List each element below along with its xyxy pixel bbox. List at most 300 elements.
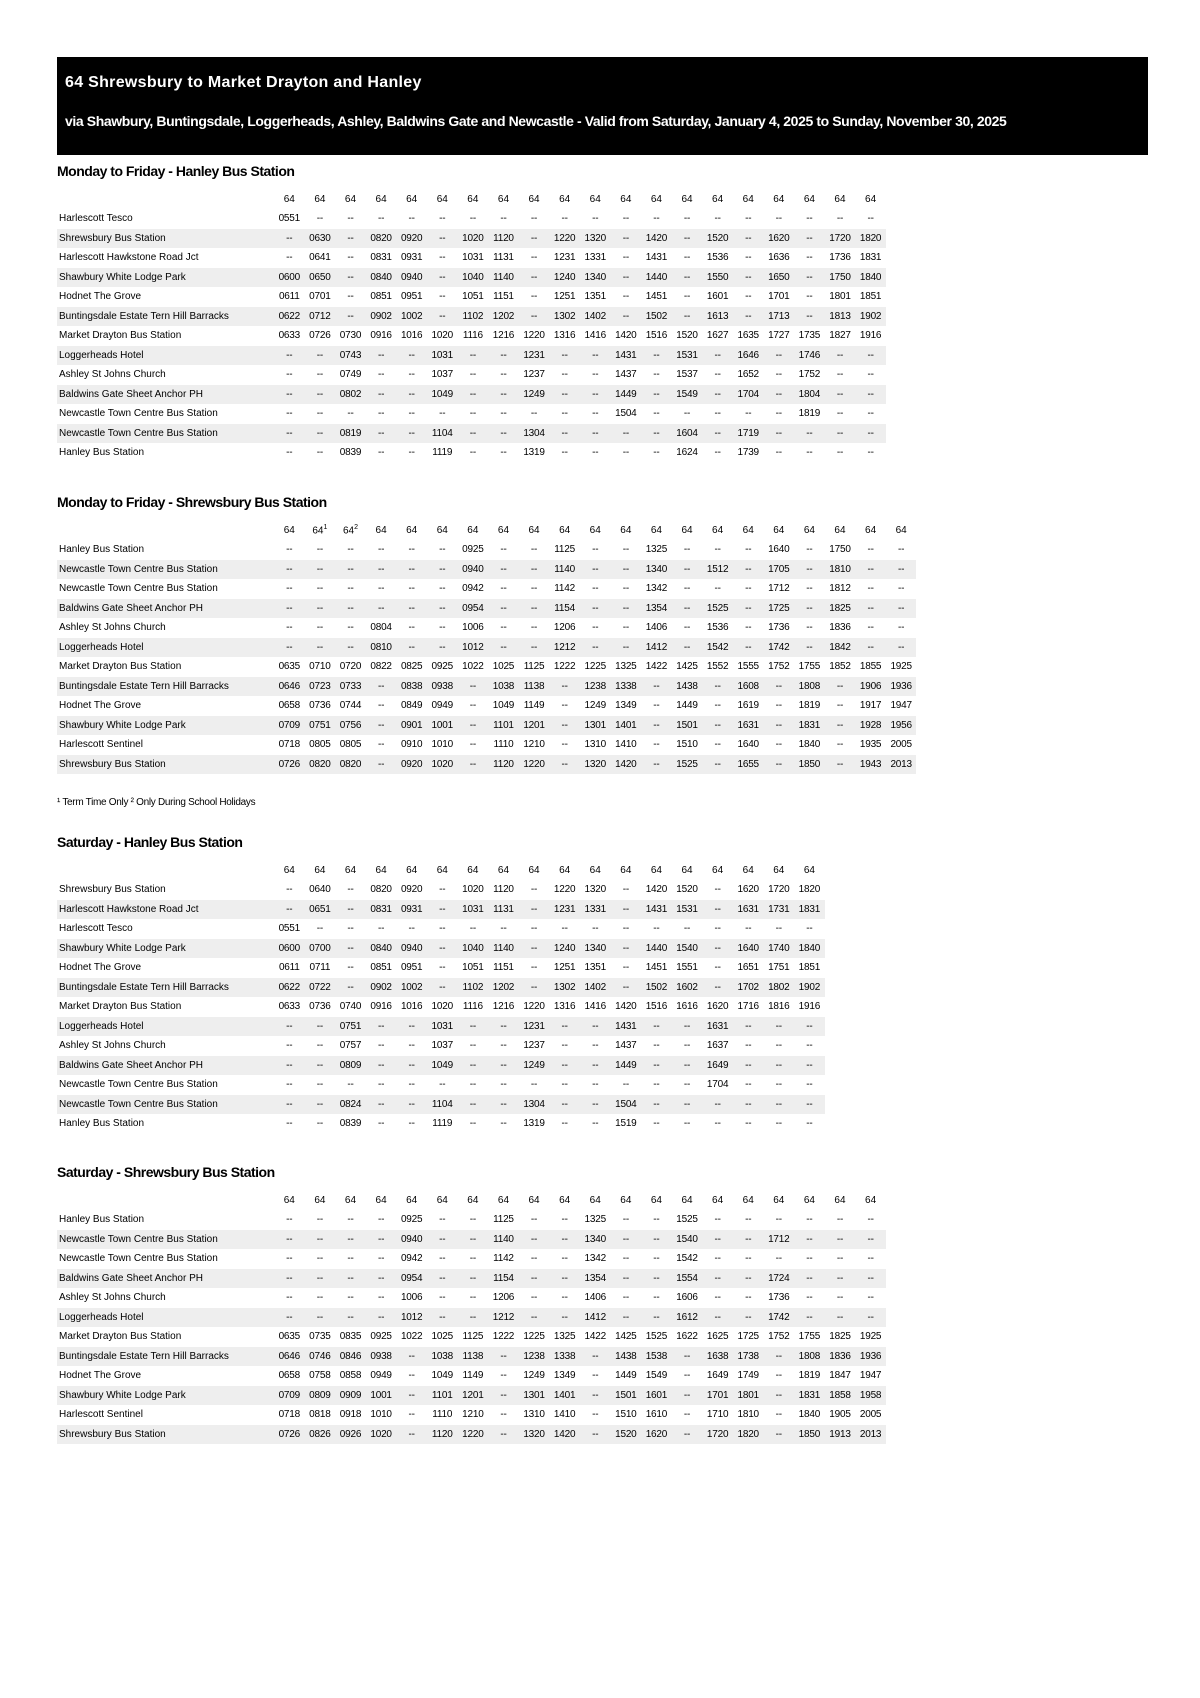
departure-time: 0954 — [396, 1269, 427, 1289]
departure-time: 1842 — [825, 638, 856, 658]
departure-time: 1604 — [672, 424, 703, 444]
departure-time: -- — [806, 583, 813, 595]
departure-time: 0641 — [309, 252, 331, 264]
departure-time: 1231 — [519, 1017, 550, 1037]
departure-time: -- — [714, 1118, 721, 1130]
table-row — [57, 599, 916, 619]
departure-time: 1525 — [676, 1214, 698, 1226]
departure-time: -- — [641, 1017, 672, 1037]
departure-time: 1606 — [676, 1292, 698, 1304]
departure-time: 1637 — [706, 1040, 729, 1052]
departure-time: 1831 — [794, 716, 825, 736]
service-header-row — [57, 1191, 886, 1210]
departure-time: -- — [347, 544, 354, 556]
departure-time: -- — [794, 1230, 825, 1250]
timetable-table — [57, 190, 886, 463]
table-row — [57, 268, 886, 288]
departure-time: -- — [500, 447, 507, 459]
departure-time: -- — [561, 700, 568, 712]
departure-time: -- — [683, 544, 691, 556]
stop-name: Loggerheads Hotel — [57, 638, 274, 658]
departure-time: 1302 — [549, 307, 580, 327]
departure-time: -- — [469, 1040, 476, 1052]
departure-time: -- — [439, 213, 446, 225]
departure-time: -- — [611, 900, 642, 920]
departure-time: 0718 — [278, 1409, 301, 1421]
departure-time: 0818 — [309, 1409, 331, 1421]
departure-time: 1420 — [645, 884, 668, 896]
departure-time: 1420 — [611, 755, 642, 775]
departure-time: 1110 — [432, 1409, 453, 1421]
departure-time: 1049 — [427, 1056, 458, 1076]
departure-time: 1410 — [553, 1409, 576, 1421]
departure-time: -- — [611, 229, 642, 249]
service-number: 64 — [436, 194, 448, 205]
departure-time: -- — [592, 544, 599, 556]
departure-time: 1020 — [431, 1001, 453, 1013]
departure-time: 2013 — [886, 755, 917, 775]
departure-time: 0720 — [339, 661, 362, 673]
departure-time: -- — [469, 923, 476, 935]
departure-time: 1538 — [641, 1347, 672, 1367]
departure-time: -- — [286, 369, 293, 381]
table-row — [57, 579, 916, 599]
departure-time: -- — [702, 978, 733, 998]
departure-time: 0611 — [278, 291, 300, 303]
departure-time: 1725 — [737, 1331, 759, 1343]
service-number: 64 — [712, 865, 724, 876]
departure-time: 1237 — [523, 1040, 545, 1052]
departure-time: -- — [836, 213, 844, 225]
departure-time: -- — [274, 346, 305, 366]
departure-time: -- — [825, 424, 856, 444]
table-row — [57, 1308, 886, 1328]
departure-time: -- — [592, 213, 599, 225]
departure-time: -- — [396, 1425, 427, 1445]
departure-time: 0700 — [305, 939, 336, 959]
departure-time: -- — [366, 1056, 397, 1076]
departure-time: 1201 — [458, 1386, 489, 1406]
departure-time: 1040 — [458, 268, 489, 288]
departure-time: -- — [366, 1095, 397, 1115]
departure-time: -- — [825, 346, 856, 366]
departure-time: -- — [622, 923, 629, 935]
table-row — [57, 404, 886, 424]
departure-time: -- — [500, 1079, 507, 1091]
departure-time: -- — [592, 1079, 599, 1091]
departure-time: 1752 — [798, 369, 821, 381]
departure-time: 1416 — [584, 1001, 606, 1013]
service-number: 64 — [834, 194, 846, 205]
departure-time: 0820 — [305, 755, 336, 775]
service-number: 64 — [344, 1195, 357, 1206]
service-number: 64 — [681, 525, 693, 536]
departure-time: -- — [806, 622, 813, 634]
departure-time: -- — [611, 939, 642, 959]
departure-time: -- — [622, 1253, 629, 1265]
departure-time: 1012 — [458, 638, 489, 658]
departure-time: -- — [825, 385, 856, 405]
departure-time: 1331 — [580, 900, 611, 920]
departure-time: -- — [867, 583, 874, 595]
departure-time: -- — [898, 622, 905, 634]
departure-time: -- — [561, 1292, 568, 1304]
departure-time: -- — [683, 213, 691, 225]
departure-time: 1220 — [523, 1001, 545, 1013]
departure-time: -- — [519, 1269, 550, 1289]
departure-time: 1905 — [829, 1409, 851, 1421]
departure-time: -- — [427, 307, 458, 327]
departure-time: -- — [641, 677, 672, 697]
departure-time: -- — [733, 1056, 764, 1076]
departure-time: -- — [408, 583, 415, 595]
departure-time: 0940 — [458, 560, 489, 580]
departure-time: 0940 — [396, 1230, 427, 1250]
service-number: 64 — [620, 865, 632, 876]
departure-time: 1149 — [523, 700, 545, 712]
departure-time: 0749 — [339, 369, 362, 381]
departure-time: 0849 — [400, 700, 423, 712]
departure-time: -- — [335, 599, 366, 619]
section-title: Saturday - Hanley Bus Station — [57, 834, 243, 850]
departure-time: -- — [745, 291, 752, 303]
departure-time: 1206 — [492, 1292, 515, 1304]
departure-time: 1928 — [855, 716, 886, 736]
table-row — [57, 1425, 886, 1445]
departure-time: -- — [469, 447, 476, 459]
departure-time: -- — [427, 978, 458, 998]
departure-time: -- — [286, 1292, 293, 1304]
departure-time: 1646 — [733, 346, 764, 366]
departure-time: -- — [396, 424, 427, 444]
departure-time: -- — [825, 716, 856, 736]
service-number: 64 — [467, 525, 479, 536]
departure-time: -- — [286, 1079, 293, 1091]
service-number: 64 — [375, 865, 387, 876]
service-number: 64 — [406, 865, 418, 876]
departure-time: -- — [366, 677, 397, 697]
departure-time: -- — [580, 346, 611, 366]
departure-time: -- — [335, 1269, 366, 1289]
departure-time: -- — [775, 1409, 782, 1421]
departure-time: 0802 — [335, 385, 366, 405]
table-row — [57, 1114, 825, 1134]
departure-time: -- — [561, 1079, 568, 1091]
departure-time: -- — [347, 884, 354, 896]
departure-time: 0819 — [335, 424, 366, 444]
departure-time: 1719 — [733, 424, 764, 444]
departure-time: 1531 — [672, 900, 703, 920]
table-row — [57, 657, 916, 677]
departure-time: 1916 — [798, 1001, 821, 1013]
departure-time: -- — [806, 1118, 813, 1130]
departure-time: -- — [745, 1040, 752, 1052]
departure-time: 1431 — [611, 346, 642, 366]
departure-time: -- — [702, 716, 733, 736]
departure-time: -- — [335, 900, 366, 920]
departure-time: 1120 — [427, 1425, 458, 1445]
service-number: 64 — [528, 194, 540, 205]
departure-time: -- — [622, 213, 629, 225]
departure-time: -- — [622, 1079, 629, 1091]
departure-time: 1401 — [611, 716, 642, 736]
departure-time: -- — [611, 1230, 642, 1250]
departure-time: 1619 — [737, 700, 759, 712]
departure-time: -- — [396, 1017, 427, 1037]
departure-time: -- — [305, 638, 336, 658]
service-header-row — [57, 521, 916, 540]
departure-time: 1655 — [733, 755, 764, 775]
departure-time: -- — [316, 1214, 324, 1226]
departure-time: 1705 — [764, 560, 795, 580]
departure-time: -- — [611, 1308, 642, 1328]
departure-time: -- — [653, 213, 660, 225]
departure-time: -- — [745, 213, 752, 225]
departure-time: 1501 — [611, 1386, 642, 1406]
departure-time: 1206 — [553, 622, 576, 634]
departure-time: -- — [592, 408, 599, 420]
departure-time: -- — [672, 560, 703, 580]
departure-time: 1501 — [672, 716, 703, 736]
departure-time: 1750 — [829, 544, 851, 556]
departure-time: 0926 — [335, 1425, 366, 1445]
departure-time: -- — [855, 1269, 886, 1289]
departure-time: -- — [622, 252, 629, 264]
departure-time: 1249 — [519, 385, 550, 405]
departure-time: -- — [641, 385, 672, 405]
departure-time: -- — [561, 1253, 568, 1265]
departure-time: -- — [622, 291, 629, 303]
departure-time: -- — [867, 544, 874, 556]
departure-time: -- — [580, 1017, 611, 1037]
departure-time: -- — [714, 1292, 721, 1304]
departure-time: 0846 — [335, 1347, 366, 1367]
departure-time: 1552 — [706, 661, 729, 673]
departure-time: -- — [286, 408, 293, 420]
departure-time: 2013 — [855, 1425, 886, 1445]
stop-name: Newcastle Town Centre Bus Station — [59, 408, 218, 420]
departure-time: -- — [836, 408, 844, 420]
departure-time: 0651 — [305, 900, 336, 920]
departure-time: -- — [366, 346, 397, 366]
departure-time: -- — [335, 1230, 366, 1250]
departure-time: -- — [335, 1308, 366, 1328]
departure-time: 1652 — [737, 369, 759, 381]
departure-time: 1649 — [702, 1056, 733, 1076]
departure-time: 1340 — [580, 1230, 611, 1250]
departure-time: -- — [366, 716, 397, 736]
departure-time: -- — [274, 1230, 305, 1250]
departure-time: -- — [286, 447, 293, 459]
departure-time: -- — [714, 962, 721, 974]
departure-time: 1420 — [549, 1425, 580, 1445]
departure-time: -- — [316, 1040, 324, 1052]
departure-time: -- — [530, 622, 538, 634]
departure-time: -- — [530, 544, 538, 556]
departure-time: -- — [469, 739, 476, 751]
departure-time: 1425 — [676, 661, 698, 673]
service-number: 64 — [773, 525, 785, 536]
stop-name: Harlescott Tesco — [59, 923, 133, 935]
table-row — [57, 735, 916, 755]
departure-time: 1516 — [645, 1001, 668, 1013]
departure-time: -- — [549, 346, 580, 366]
departure-time: 1125 — [554, 544, 575, 556]
departure-time: 1220 — [549, 229, 580, 249]
departure-time: 0822 — [370, 661, 392, 673]
stop-name: Harlescott Hawkstone Road Jct — [57, 900, 274, 920]
departure-time: 0633 — [278, 330, 301, 342]
table-row — [57, 229, 886, 249]
departure-time: 1102 — [458, 978, 489, 998]
departure-time: -- — [733, 1095, 764, 1115]
timetable-section-saturday-shrewsbury — [57, 1162, 886, 1444]
stop-name: Buntingsdale Estate Tern Hill Barracks — [57, 677, 274, 697]
departure-time: -- — [806, 1079, 813, 1091]
departure-time: 0740 — [339, 1001, 362, 1013]
departure-time: 1302 — [549, 978, 580, 998]
departure-time: -- — [592, 447, 599, 459]
table-row — [57, 958, 825, 978]
departure-time: 1316 — [553, 1001, 576, 1013]
departure-time: -- — [714, 408, 721, 420]
departure-time: 1712 — [768, 583, 790, 595]
departure-time: -- — [469, 1292, 476, 1304]
departure-time: -- — [274, 1017, 305, 1037]
departure-time: -- — [641, 1056, 672, 1076]
table-row — [57, 997, 825, 1017]
service-number: 64 — [895, 525, 907, 536]
departure-time: -- — [347, 622, 354, 634]
departure-time: 1554 — [672, 1269, 703, 1289]
departure-time: -- — [316, 447, 324, 459]
departure-time: 0746 — [305, 1347, 336, 1367]
section-title: Saturday - Shrewsbury Bus Station — [57, 1164, 275, 1180]
departure-time: -- — [580, 1056, 611, 1076]
stop-name: Hanley Bus Station — [59, 1118, 145, 1130]
departure-time: 1749 — [737, 1370, 759, 1382]
departure-time: -- — [427, 1269, 458, 1289]
departure-time: 1858 — [825, 1386, 856, 1406]
departure-time: -- — [286, 1040, 293, 1052]
departure-time: -- — [806, 252, 813, 264]
departure-time: -- — [561, 923, 568, 935]
departure-time: -- — [745, 1292, 752, 1304]
departure-time: 0736 — [309, 1001, 331, 1013]
departure-time: 1220 — [519, 755, 550, 775]
departure-time: 1049 — [427, 385, 458, 405]
table-row — [57, 424, 886, 444]
departure-time: 1325 — [584, 1214, 606, 1226]
departure-time: 0835 — [339, 1331, 362, 1343]
departure-time: 1801 — [733, 1386, 764, 1406]
departure-time: -- — [886, 599, 917, 619]
stop-name: Newcastle Town Centre Bus Station — [57, 560, 274, 580]
service-footnote-mark: 2 — [354, 524, 358, 532]
departure-time: -- — [366, 755, 397, 775]
departure-time: 1210 — [462, 1409, 484, 1421]
departure-time: -- — [683, 291, 691, 303]
departure-time: -- — [549, 755, 580, 775]
service-number: 64 — [283, 865, 295, 876]
stop-name: Harlescott Sentinel — [59, 739, 143, 751]
departure-time: 0902 — [366, 307, 397, 327]
departure-time: -- — [335, 307, 366, 327]
departure-time: 1602 — [672, 978, 703, 998]
departure-time: -- — [653, 1253, 660, 1265]
departure-time: 1601 — [706, 291, 729, 303]
departure-time: -- — [653, 408, 660, 420]
departure-time: 0611 — [278, 962, 300, 974]
departure-time: -- — [641, 424, 672, 444]
departure-time: -- — [764, 1386, 795, 1406]
service-number: 64 — [742, 194, 754, 205]
departure-time: 1813 — [825, 307, 856, 327]
stop-name: Buntingsdale Estate Tern Hill Barracks — [57, 307, 274, 327]
departure-time: -- — [855, 638, 886, 658]
departure-time: -- — [366, 424, 397, 444]
departure-time: 0931 — [396, 900, 427, 920]
departure-time: -- — [427, 1230, 458, 1250]
departure-time: 0938 — [366, 1347, 397, 1367]
departure-time: 1608 — [733, 677, 764, 697]
departure-time: -- — [519, 229, 550, 249]
departure-time: 1238 — [580, 677, 611, 697]
departure-time: -- — [305, 560, 336, 580]
departure-time: 1631 — [733, 900, 764, 920]
departure-time: -- — [886, 560, 917, 580]
stop-name: Market Drayton Bus Station — [59, 330, 182, 342]
service-number: 64 — [559, 194, 571, 205]
departure-time: -- — [316, 1253, 324, 1265]
departure-time: -- — [653, 447, 660, 459]
departure-time: -- — [439, 962, 446, 974]
departure-time: -- — [286, 622, 293, 634]
table-row — [57, 326, 886, 346]
departure-time: -- — [836, 700, 844, 712]
departure-time: 1519 — [615, 1118, 637, 1130]
stop-name: Shawbury White Lodge Park — [57, 939, 274, 959]
departure-time: 1825 — [825, 599, 856, 619]
departure-time: 1020 — [366, 1425, 397, 1445]
departure-time: 0600 — [274, 939, 305, 959]
service-number: 64 — [650, 865, 662, 876]
service-footnote-mark: 1 — [323, 524, 328, 532]
departure-time: -- — [775, 408, 782, 420]
departure-time: -- — [316, 583, 324, 595]
departure-time: 1610 — [645, 1409, 668, 1421]
departure-time: 1622 — [676, 1331, 698, 1343]
departure-time: 1051 — [462, 291, 484, 303]
departure-time: -- — [794, 1308, 825, 1328]
departure-time: 0838 — [396, 677, 427, 697]
departure-time: 0633 — [278, 1001, 301, 1013]
departure-time: 1120 — [488, 229, 519, 249]
departure-time: -- — [305, 385, 336, 405]
service-number: 64 — [650, 525, 662, 536]
departure-time: -- — [335, 268, 366, 288]
departure-time: 1616 — [676, 1001, 698, 1013]
departure-time: 1351 — [584, 962, 606, 974]
departure-time: 1402 — [580, 307, 611, 327]
departure-time: -- — [347, 291, 354, 303]
departure-time: 1120 — [488, 755, 519, 775]
departure-time: 1802 — [764, 978, 795, 998]
departure-time: -- — [530, 923, 538, 935]
departure-time: 1037 — [431, 1040, 453, 1052]
header-corner — [57, 521, 274, 540]
departure-time: -- — [855, 560, 886, 580]
